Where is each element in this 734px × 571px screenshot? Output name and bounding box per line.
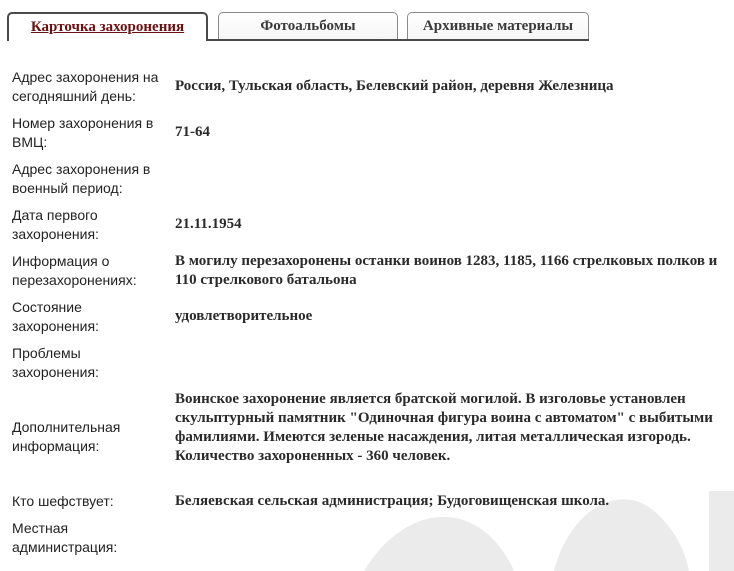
label-local-admin: Местная администрация: (12, 520, 118, 555)
label-address-war: Адрес захоронения в военный период: (12, 161, 151, 196)
label-first-burial-date: Дата первого захоронения: (12, 207, 99, 242)
value-reburials: В могилу перезахоронены останки воинов 1283, 1185, 1166 стрелковых полков и 110 стрелкового батальона (175, 253, 718, 288)
value-vmc-number: 71-64 (175, 124, 210, 140)
tab-burial-card[interactable]: Карточка захоронения (7, 12, 208, 41)
label-problems: Проблемы захоронения: (12, 345, 99, 380)
label-vmc-number: Номер захоронения в ВМЦ: (12, 115, 154, 150)
value-condition: удовлетворительное (175, 308, 313, 324)
tab-photo-albums[interactable]: Фотоальбомы (218, 12, 398, 39)
label-reburials: Информация о перезахоронениях: (12, 253, 137, 288)
label-patron: Кто шефствует: (12, 493, 114, 509)
value-patron: Беляевская сельская администрация; Будоговищенская школа. (175, 493, 610, 509)
tab-archive-materials[interactable]: Архивные материалы (407, 12, 589, 39)
label-additional-info: Дополнительная информация: (12, 419, 121, 454)
value-address-today: Россия, Тульская область, Белевский район, деревня Железница (175, 78, 614, 94)
label-condition: Состояние захоронения: (12, 299, 99, 334)
value-first-burial-date: 21.11.1954 (175, 216, 242, 232)
label-address-today: Адрес захоронения на сегодняшний день: (12, 69, 159, 104)
value-additional-info: Воинское захоронение является братской могилой. В изголовье установлен скульптурный памятник "Одиночная фигура воина с автоматом" с выбитыми фамилиями. Имеются зеленые насаждения, литая металлическая изгородь. Количество захороненных - 360 человек. (175, 391, 713, 464)
